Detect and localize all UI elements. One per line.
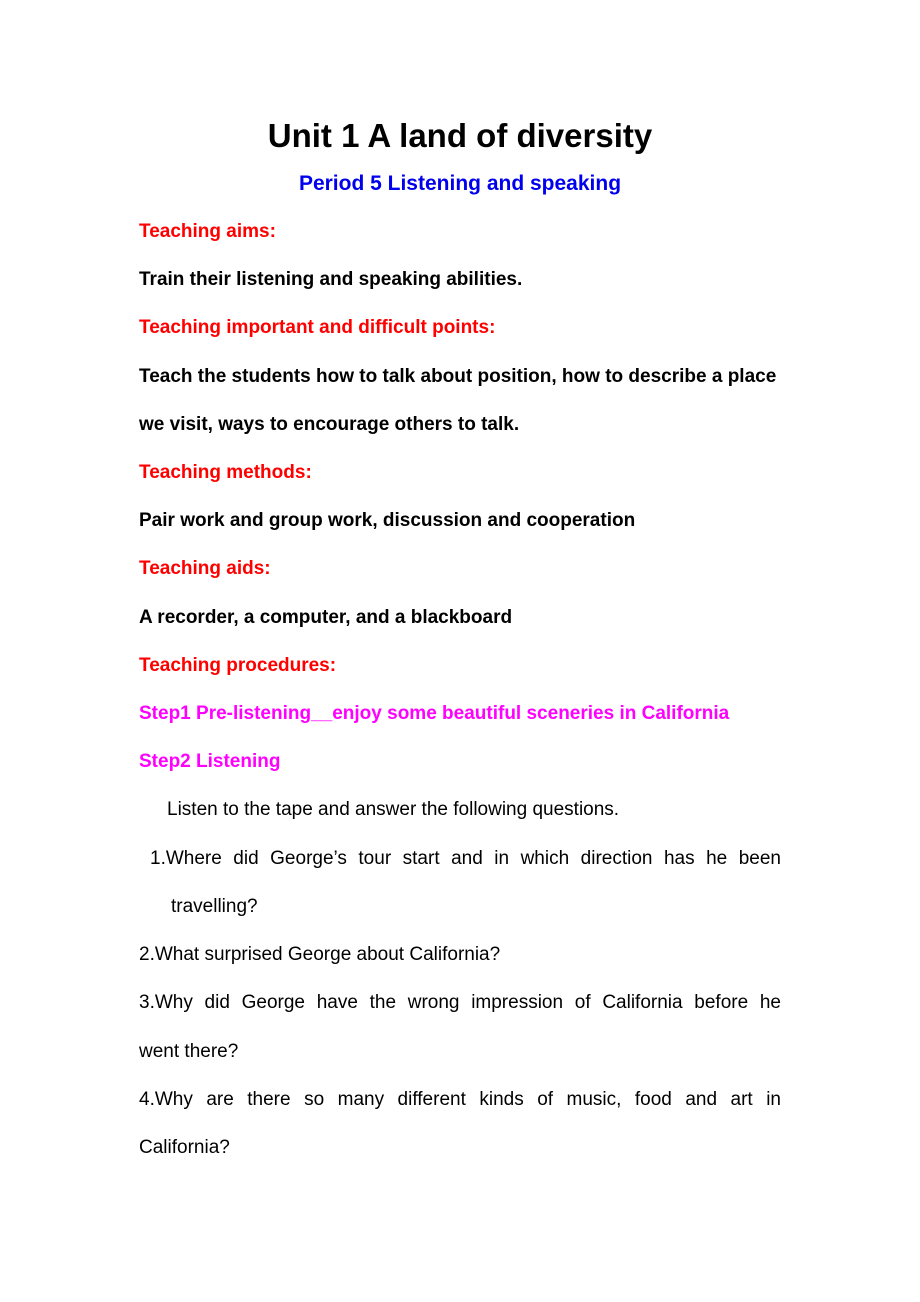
document-title: Unit 1 A land of diversity bbox=[267, 117, 653, 154]
points-text-line1: Teach the students how to talk about position, how to describe a place bbox=[139, 366, 777, 387]
step2-heading: Step2 Listening bbox=[139, 751, 281, 772]
question-3-line2: went there? bbox=[139, 1041, 239, 1062]
step1-heading: Step1 Pre-listening__enjoy some beautiful sceneries in California bbox=[139, 703, 730, 724]
aids-heading: Teaching aids: bbox=[139, 558, 271, 579]
aims-heading: Teaching aims: bbox=[139, 221, 276, 242]
question-3-line1: 3.Why did George have the wrong impression of California before he bbox=[139, 992, 781, 1013]
procedures-heading: Teaching procedures: bbox=[139, 655, 337, 676]
aids-text: A recorder, a computer, and a blackboard bbox=[139, 607, 513, 628]
points-text-line2: we visit, ways to encourage others to talk. bbox=[139, 414, 520, 435]
listening-instruction: Listen to the tape and answer the following questions. bbox=[167, 799, 620, 820]
question-2: 2.What surprised George about California? bbox=[139, 944, 501, 965]
points-heading: Teaching important and difficult points: bbox=[139, 317, 496, 338]
aims-text: Train their listening and speaking abilities. bbox=[139, 269, 523, 290]
question-4-line1: 4.Why are there so many different kinds of music, food and art in bbox=[139, 1089, 781, 1110]
question-1-line1: 1.Where did George’s tour start and in which direction has he been bbox=[150, 848, 781, 869]
methods-text: Pair work and group work, discussion and cooperation bbox=[139, 510, 636, 531]
document-subtitle: Period 5 Listening and speaking bbox=[298, 172, 622, 195]
question-1-line2: travelling? bbox=[171, 896, 258, 917]
methods-heading: Teaching methods: bbox=[139, 462, 312, 483]
question-4-line2: California? bbox=[139, 1137, 230, 1158]
